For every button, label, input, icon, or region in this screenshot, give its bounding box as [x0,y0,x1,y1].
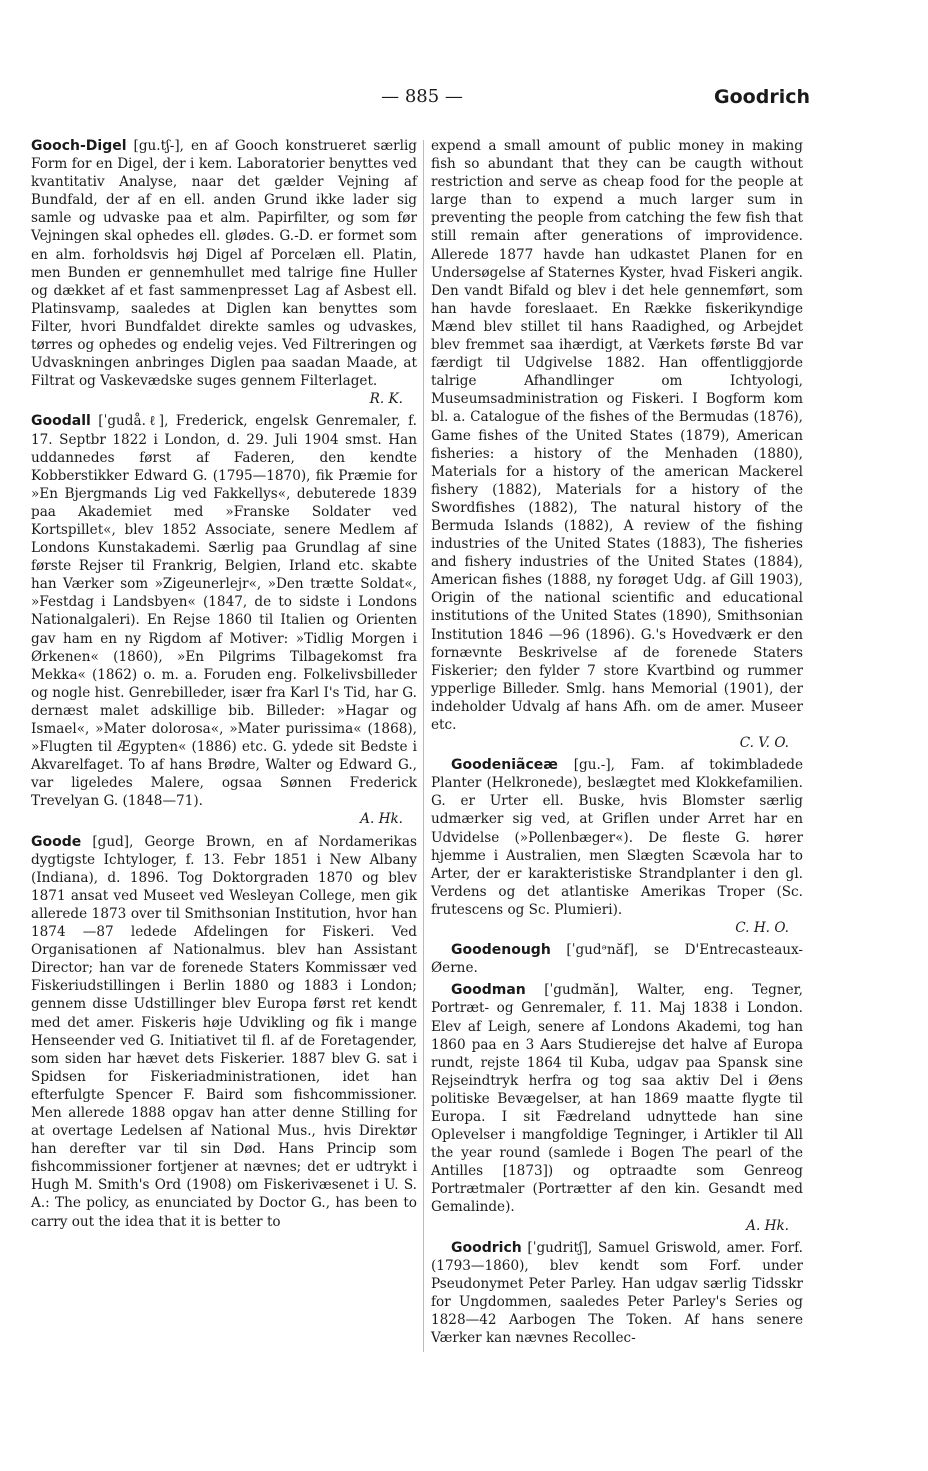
entry-goodenough [431,941,803,977]
page-header [0,86,928,116]
entry-body: [ˈgudritʃ], Samuel Griswold, amer. Forf. (1793—1860), blev kendt som Forf. under Pseudonymet Peter Parley. Han udgav særlig Tidsskr for Ungdommen, saaledes Peter Parley's Series og 1828—42 Aarbogen The Token. Af hans senere Værker kan nævnes Recollec- [431,1239,803,1347]
entry-signature: A. Hk. [360,811,403,828]
entry-body: [gu.-], Fam. af tokimbladede Planter (Helkronede), beslægtet med Klokkefamilien. G. er Urter ell. Buske, hvis Blomster særlig udmærker sig ved, at Griflen under Arret har en Udvidelse (»Pollenbæger«). De fleste G. hører hjemme i Australien, men Slægten Scævola har to Arter, der er karakteristiske Strandplanter i den gl. Verdens og det atlantiske Amerikas Troper (Sc. frutescens og Sc. Plumieri). [431,757,803,918]
entry-body: [ˈgudå.ℓ], Frederick, engelsk Genremaler, f. 17. Septbr 1822 i London, d. 29. Juli 1904 smst. Han uddannedes først af Faderen, den kendte Kobberstikker Edward G. (1795—1870), fik Præmie for »En Bjergmands Lig ved Fakkellys«, debuterede 1839 paa Akademiet med »Franske Soldater ved Kortspillet«, blev 1852 Associate, senere Medlem af Londons Kunstakademi. Særlig paa Grundlag af sine første Rejser til Frankrig, Belgien, Irland etc. skabte han Værker som »Zigeunerlejr«, »Den trætte Soldat«, »Festdag i Landsbyen« (1847, de to sidste i Londons Nationalgaleri). En Rejse 1860 til Italien og Orienten gav ham en ny Rigdom af Motiver: »Tidlig Morgen i Ørkenen« (1860), »En Pilgrims Tilbagekomst fra Mekka« (1862) o. m. a. Foruden eng. Folkelivsbilleder og nogle hist. Genrebilleder, især fra Karl I's Tid, har G. dernæst malet adskillige bib. Billeder: »Hagar og Ismael«, »Mater dolorosa«, »Mater purissima« (1868), »Flugten til Ægypten« (1886) etc. G. ydede sit Bedste i Akvarelfaget. To af hans Brødre, Walter og Edward G., var ligeledes Malere, ogsaa Sønnen Frederick Trevelyan G. (1848—71). [31,413,417,810]
entry-headword: Goodenough [451,942,551,959]
entry-body: [ˈgudᵊnăf], se D'Entrecasteaux-Øerne. [431,942,804,977]
entry-headword: Goodeniãceæ [451,757,558,774]
entry-headword: Goodman [451,982,526,999]
entry-body: [ˈgudmăn], Walter, eng. Tegner, Portræt- og Genremaler, f. 11. Maj 1838 i London. Elev af Leigh, senere af Londons Akademi, tog han 1860 paa en 3 Aars Studierejse det halve af Europa rundt, rejste 1864 til Kuba, udgav paa Spansk sine Rejseindtryk herfra og tog saa aktiv Del i Øens politiske Bevægelser, at han 1869 maatte flygte til Europa. I sit Fædreland udnyttede han sine Oplevelser i mangfoldige Tegninger, i Artikler til All the year round (samlede i Bogen The pearl of the Antilles [1873]) og optraadte som Genreog Portrætmaler (Portrætter af den kin. Gesandt med Gemalinde). [431,982,803,1216]
entry-signature: C. H. O. [735,920,789,937]
entry-signature: A. Hk. [746,1217,789,1234]
entry-goodrich [431,1239,803,1348]
entry-signature: C. V. O. [739,735,789,752]
entry-headword: Goodall [31,413,91,430]
entry-gooch-digel [31,137,417,408]
entry-headword: Goodrich [451,1239,522,1256]
column-divider [423,140,424,1352]
page-number: — 885 — [381,86,463,107]
entry-body: expend a small amount of public money in making fish so abundant that they can be caugth without restriction and serve as cheap food for the people at large than to expend a much larger sum in preventing the people from catching the few fish that still remain after generations of improvidence. Allerede 1877 havde han udkastet Planen for en Undersøgelse af Staternes Kyster, hvad Fiskeri angik. Den vandt Bifald og blev i det hele gennemført, som han havde foreslaaet. En Række fiskerikyndige Mænd blev stillet til hans Raadighed, og Arbejdet blev fremmet saa ihærdigt, at Værkets første Bd var færdigt til Udgivelse 1882. Han offentliggjorde talrige Afhandlinger om Ichtyologi, Museumsadministration og Fiskeri. I Bogform kom bl. a. Catalogue of the fishes of the Bermudas (1876), Game fishes of the United States (1879), American fisheries: a history of the Menhaden (1880), Materials for a history of the american Mackerel fishery (1882), Materials for a history of the Swordfishes (1882), The natural history of the Bermuda Islands (1882), A review of the fishing industries of the United States (1883), The fisheries and fishery industries of the United States (1884), American fishes (1888, ny forøget Udg. af Gill 1903), Origin of the national scientific and educational institutions of the United States (1890), Smithsonian Institution 1846 —96 (1896). G.'s Hovedværk er den fornævnte Beskrivelse af de forenede Staters Fiskerier; den fylder 7 store Kvartbind og rummer ypperlige Billeder. Smlg. hans Memorial (1901), der indeholder Udvalg af hans Afh. om de amer. Museer etc. [431,138,803,733]
entry-goodeniaceae [431,756,803,937]
right-column [431,137,803,1347]
entry-headword: Gooch-Digel [31,138,127,154]
entry-goodman [431,981,803,1234]
entry-goodall [31,412,417,828]
entry-goode-continued [431,137,803,752]
running-head: Goodrich [714,86,810,108]
entry-headword: Goode [31,833,82,850]
entry-body: [gud], George Brown, en af Nordamerikas dygtigste Ichtyloger, f. 13. Febr 1851 i New Albany (Indiana), d. 1896. Tog Doktorgraden 1870 og blev 1871 ansat ved Museet ved Wesleyan College, men gik allerede 1873 over til Smithsonian Institution, hvor han 1874 —87 ledede Afdelingen for Fiskeri. Ved Organisationen af Nationalmus. blev han Assistant Director; han var de forenede Staters Kommissær ved Fiskeriudstillingen i Berlin 1880 og 1883 i London; gennem disse Udstillinger blev Europa først ret kendt med det amer. Fiskeris høje Udvikling og fik i mange Henseender ved G. Initiativet til fl. af de Foretagender, som siden har hævet dets Fiskerier. 1887 blev G. sat i Spidsen for Fiskeriadministrationen, idet han efterfulgte Spencer F. Baird som fishcommissioner. Men allerede 1888 opgav han atter denne Stilling for at overtage Ledelsen af National Mus., hvis Direktør han derefter var til sin Død. Hans Princip som fishcommissioner fortjener at nævnes; det er udtrykt i Hugh M. Smith's Ord (1908) om Fiskerivæsenet i U. S. A.: The policy, as enunciated by Doctor G., has been to carry out the idea that it is better to [31,833,417,1230]
entry-body: [gu.tʃ-], en af Gooch konstrueret særlig Form for en Digel, der i kem. Laboratorier benyttes ved kvantitativ Analyse, naar det gælder Vejning af Bundfald, der af en ell. anden Grund ikke lader sig samle og udvaske paa et alm. Papirfilter, og som før Vejningen skal ophedes ell. glødes. G.-D. er formet som en alm. forholdsvis høj Digel af Porcelæn ell. Platin, men Bunden er gennemhullet med talrige fine Huller og dækket af et fast sammenpresset Lag af Asbest ell. Platinsvamp, saaledes at Diglen kan benyttes som Filter, hvori Bundfaldet direkte samles og udvaskes, tørres og ophedes og endelig vejes. Ved Filtreringen og Udvaskningen anbringes Diglen paa saadan Maade, at Filtrat og Vaskevædske suges gennem Filterlaget. [31,138,417,390]
entry-signature: R. K. [369,391,403,408]
left-column [31,137,417,1231]
entry-goode [31,833,417,1231]
